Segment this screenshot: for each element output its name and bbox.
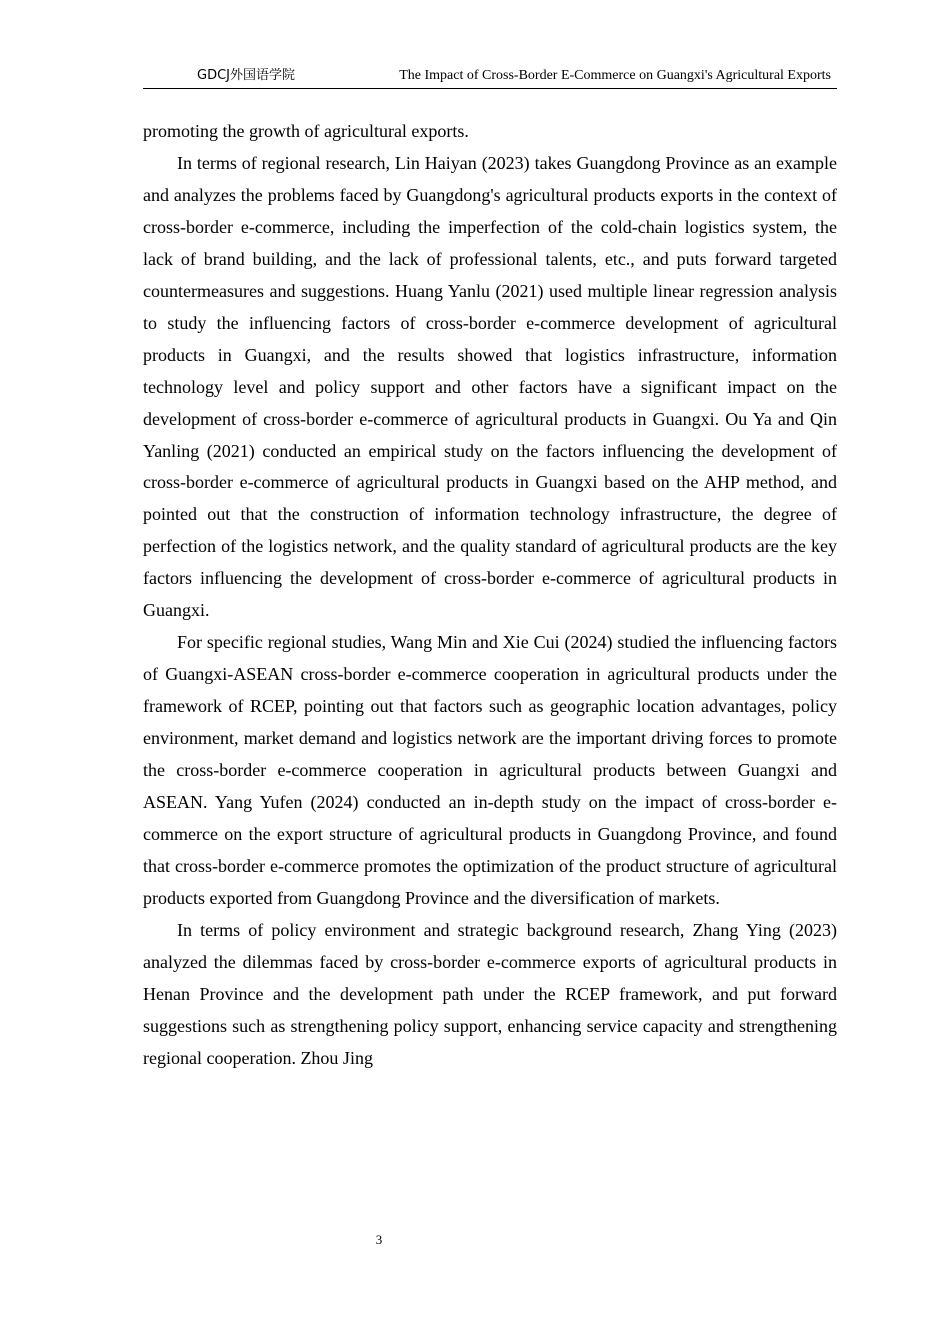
body-text: [143, 116, 837, 1075]
header-institution: GDCJ外国语学院: [197, 68, 295, 83]
paragraph-continuation: promoting the growth of agricultural exports.: [143, 121, 469, 141]
page-number: 3: [375, 1232, 383, 1247]
paragraph-specific-regional-studies: For specific regional studies, Wang Min and Xie Cui (2024) studied the influencing factors of Guangxi-ASEAN cross-border e-commerce cooperation in agricultural products under the framework of RCEP, pointing out that factors such as geographic location advantages, policy environment, market demand and logistics network are the important driving forces to promote the cross-border e-commerce cooperation in agricultural products between Guangxi and ASEAN. Yang Yufen (2024) conducted an in-depth study on the impact of cross-border e-commerce on the export structure of agricultural products in Guangdong Province, and found that cross-border e-commerce promotes the optimization of the product structure of agricultural products exported from Guangdong Province and the diversification of markets.: [143, 632, 837, 908]
running-header: [143, 66, 837, 89]
paragraph-regional-research: In terms of regional research, Lin Haiyan (2023) takes Guangdong Province as an example and analyzes the problems faced by Guangdong's agricultural products exports in the context of cross-border e-commerce, including the imperfection of the cold-chain logistics system, the lack of brand building, and the lack of professional talents, etc., and puts forward targeted countermeasures and suggestions. Huang Yanlu (2021) used multiple linear regression analysis to study the influencing factors of cross-border e-commerce development of agricultural products in Guangxi, and the results showed that logistics infrastructure, information technology level and policy support and other factors have a significant impact on the development of cross-border e-commerce of agricultural products in Guangxi. Ou Ya and Qin Yanling (2021) conducted an empirical study on the factors influencing the development of cross-border e-commerce of agricultural products in Guangxi based on the AHP method, and pointed out that the construction of information technology infrastructure, the degree of perfection of the logistics network, and the quality standard of agricultural products are the key factors influencing the development of cross-border e-commerce of agricultural products in Guangxi.: [143, 152, 837, 621]
header-running-title: The Impact of Cross-Border E-Commerce on Guangxi's Agricultural Exports: [399, 68, 831, 83]
paragraph-policy-environment: In terms of policy environment and strategic background research, Zhang Ying (2023) analyzed the dilemmas faced by cross-border e-commerce exports of agricultural products in Henan Province and the development path under the RCEP framework, and put forward suggestions such as strengthening policy support, enhancing service capacity and strengthening regional cooperation. Zhou Jing: [143, 919, 837, 1068]
